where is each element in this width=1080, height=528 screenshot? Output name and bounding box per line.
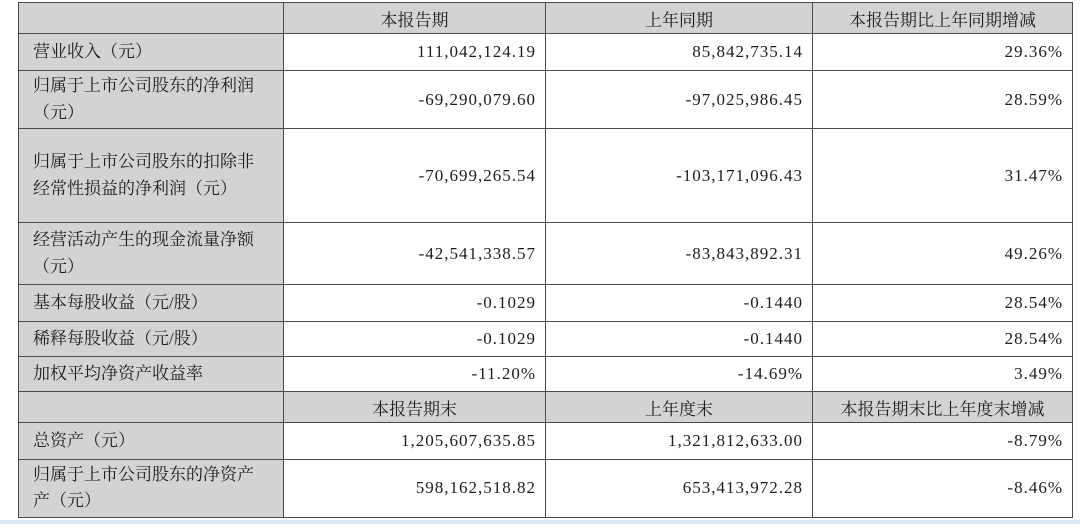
cell-current-period-end: 1,205,607,635.85 <box>284 423 546 460</box>
cell-change: 49.26% <box>813 223 1073 285</box>
cell-change: -8.46% <box>813 460 1073 518</box>
table-row-revenue <box>19 34 1073 71</box>
cell-prior-year-end: 653,413,972.28 <box>546 460 813 518</box>
cell-prior-period: -0.1440 <box>546 285 813 322</box>
table-row-weighted-avg-roe <box>19 357 1073 392</box>
row-label: 稀释每股收益（元/股） <box>19 322 284 357</box>
table-row-net-profit-excl-nonrecurring <box>19 129 1073 223</box>
row-label: 营业收入（元） <box>19 34 284 71</box>
cell-prior-period: -0.1440 <box>546 322 813 357</box>
header-blank-cell <box>19 3 284 34</box>
table-row-net-assets <box>19 460 1073 518</box>
period-header-row <box>19 3 1073 34</box>
cell-prior-period: -97,025,986.45 <box>546 71 813 129</box>
cell-prior-period: -14.69% <box>546 357 813 392</box>
bottom-highlight-strip <box>0 520 1080 524</box>
cell-current-period: -42,541,338.57 <box>284 223 546 285</box>
cell-prior-period: -83,843,892.31 <box>546 223 813 285</box>
table-row-net-profit <box>19 71 1073 129</box>
row-label: 加权平均净资产收益率 <box>19 357 284 392</box>
header-current-period-end: 本报告期末 <box>284 392 546 423</box>
header-blank-cell <box>19 392 284 423</box>
row-label: 归属于上市公司股东的扣除非经常性损益的净利润（元） <box>19 129 284 223</box>
cell-current-period: -11.20% <box>284 357 546 392</box>
table-row-operating-cash-flow <box>19 223 1073 285</box>
table-row-total-assets <box>19 423 1073 460</box>
table-row-basic-eps <box>19 285 1073 322</box>
cell-change: 31.47% <box>813 129 1073 223</box>
header-period-change: 本报告期比上年同期增减 <box>813 3 1073 34</box>
cell-current-period: -0.1029 <box>284 285 546 322</box>
cell-current-period: -69,290,079.60 <box>284 71 546 129</box>
cell-current-period: -0.1029 <box>284 322 546 357</box>
cell-prior-year-end: 1,321,812,633.00 <box>546 423 813 460</box>
row-label: 归属于上市公司股东的净资产产（元） <box>19 460 284 518</box>
header-prior-year-end: 上年度末 <box>546 392 813 423</box>
row-label: 总资产（元） <box>19 423 284 460</box>
cell-current-period-end: 598,162,518.82 <box>284 460 546 518</box>
cell-change: -8.79% <box>813 423 1073 460</box>
row-label: 基本每股收益（元/股） <box>19 285 284 322</box>
header-prior-period: 上年同期 <box>546 3 813 34</box>
cell-current-period: -70,699,265.54 <box>284 129 546 223</box>
row-label: 经营活动产生的现金流量净额（元） <box>19 223 284 285</box>
cell-change: 29.36% <box>813 34 1073 71</box>
cell-change: 28.54% <box>813 322 1073 357</box>
cell-change: 3.49% <box>813 357 1073 392</box>
header-period-end-change: 本报告期末比上年度末增减 <box>813 392 1073 423</box>
table-row-diluted-eps <box>19 322 1073 357</box>
header-current-period: 本报告期 <box>284 3 546 34</box>
cell-change: 28.54% <box>813 285 1073 322</box>
cell-prior-period: 85,842,735.14 <box>546 34 813 71</box>
cell-prior-period: -103,171,096.43 <box>546 129 813 223</box>
cell-current-period: 111,042,124.19 <box>284 34 546 71</box>
cell-change: 28.59% <box>813 71 1073 129</box>
financial-summary-table <box>18 2 1073 518</box>
period-end-header-row <box>19 392 1073 423</box>
row-label: 归属于上市公司股东的净利润（元） <box>19 71 284 129</box>
